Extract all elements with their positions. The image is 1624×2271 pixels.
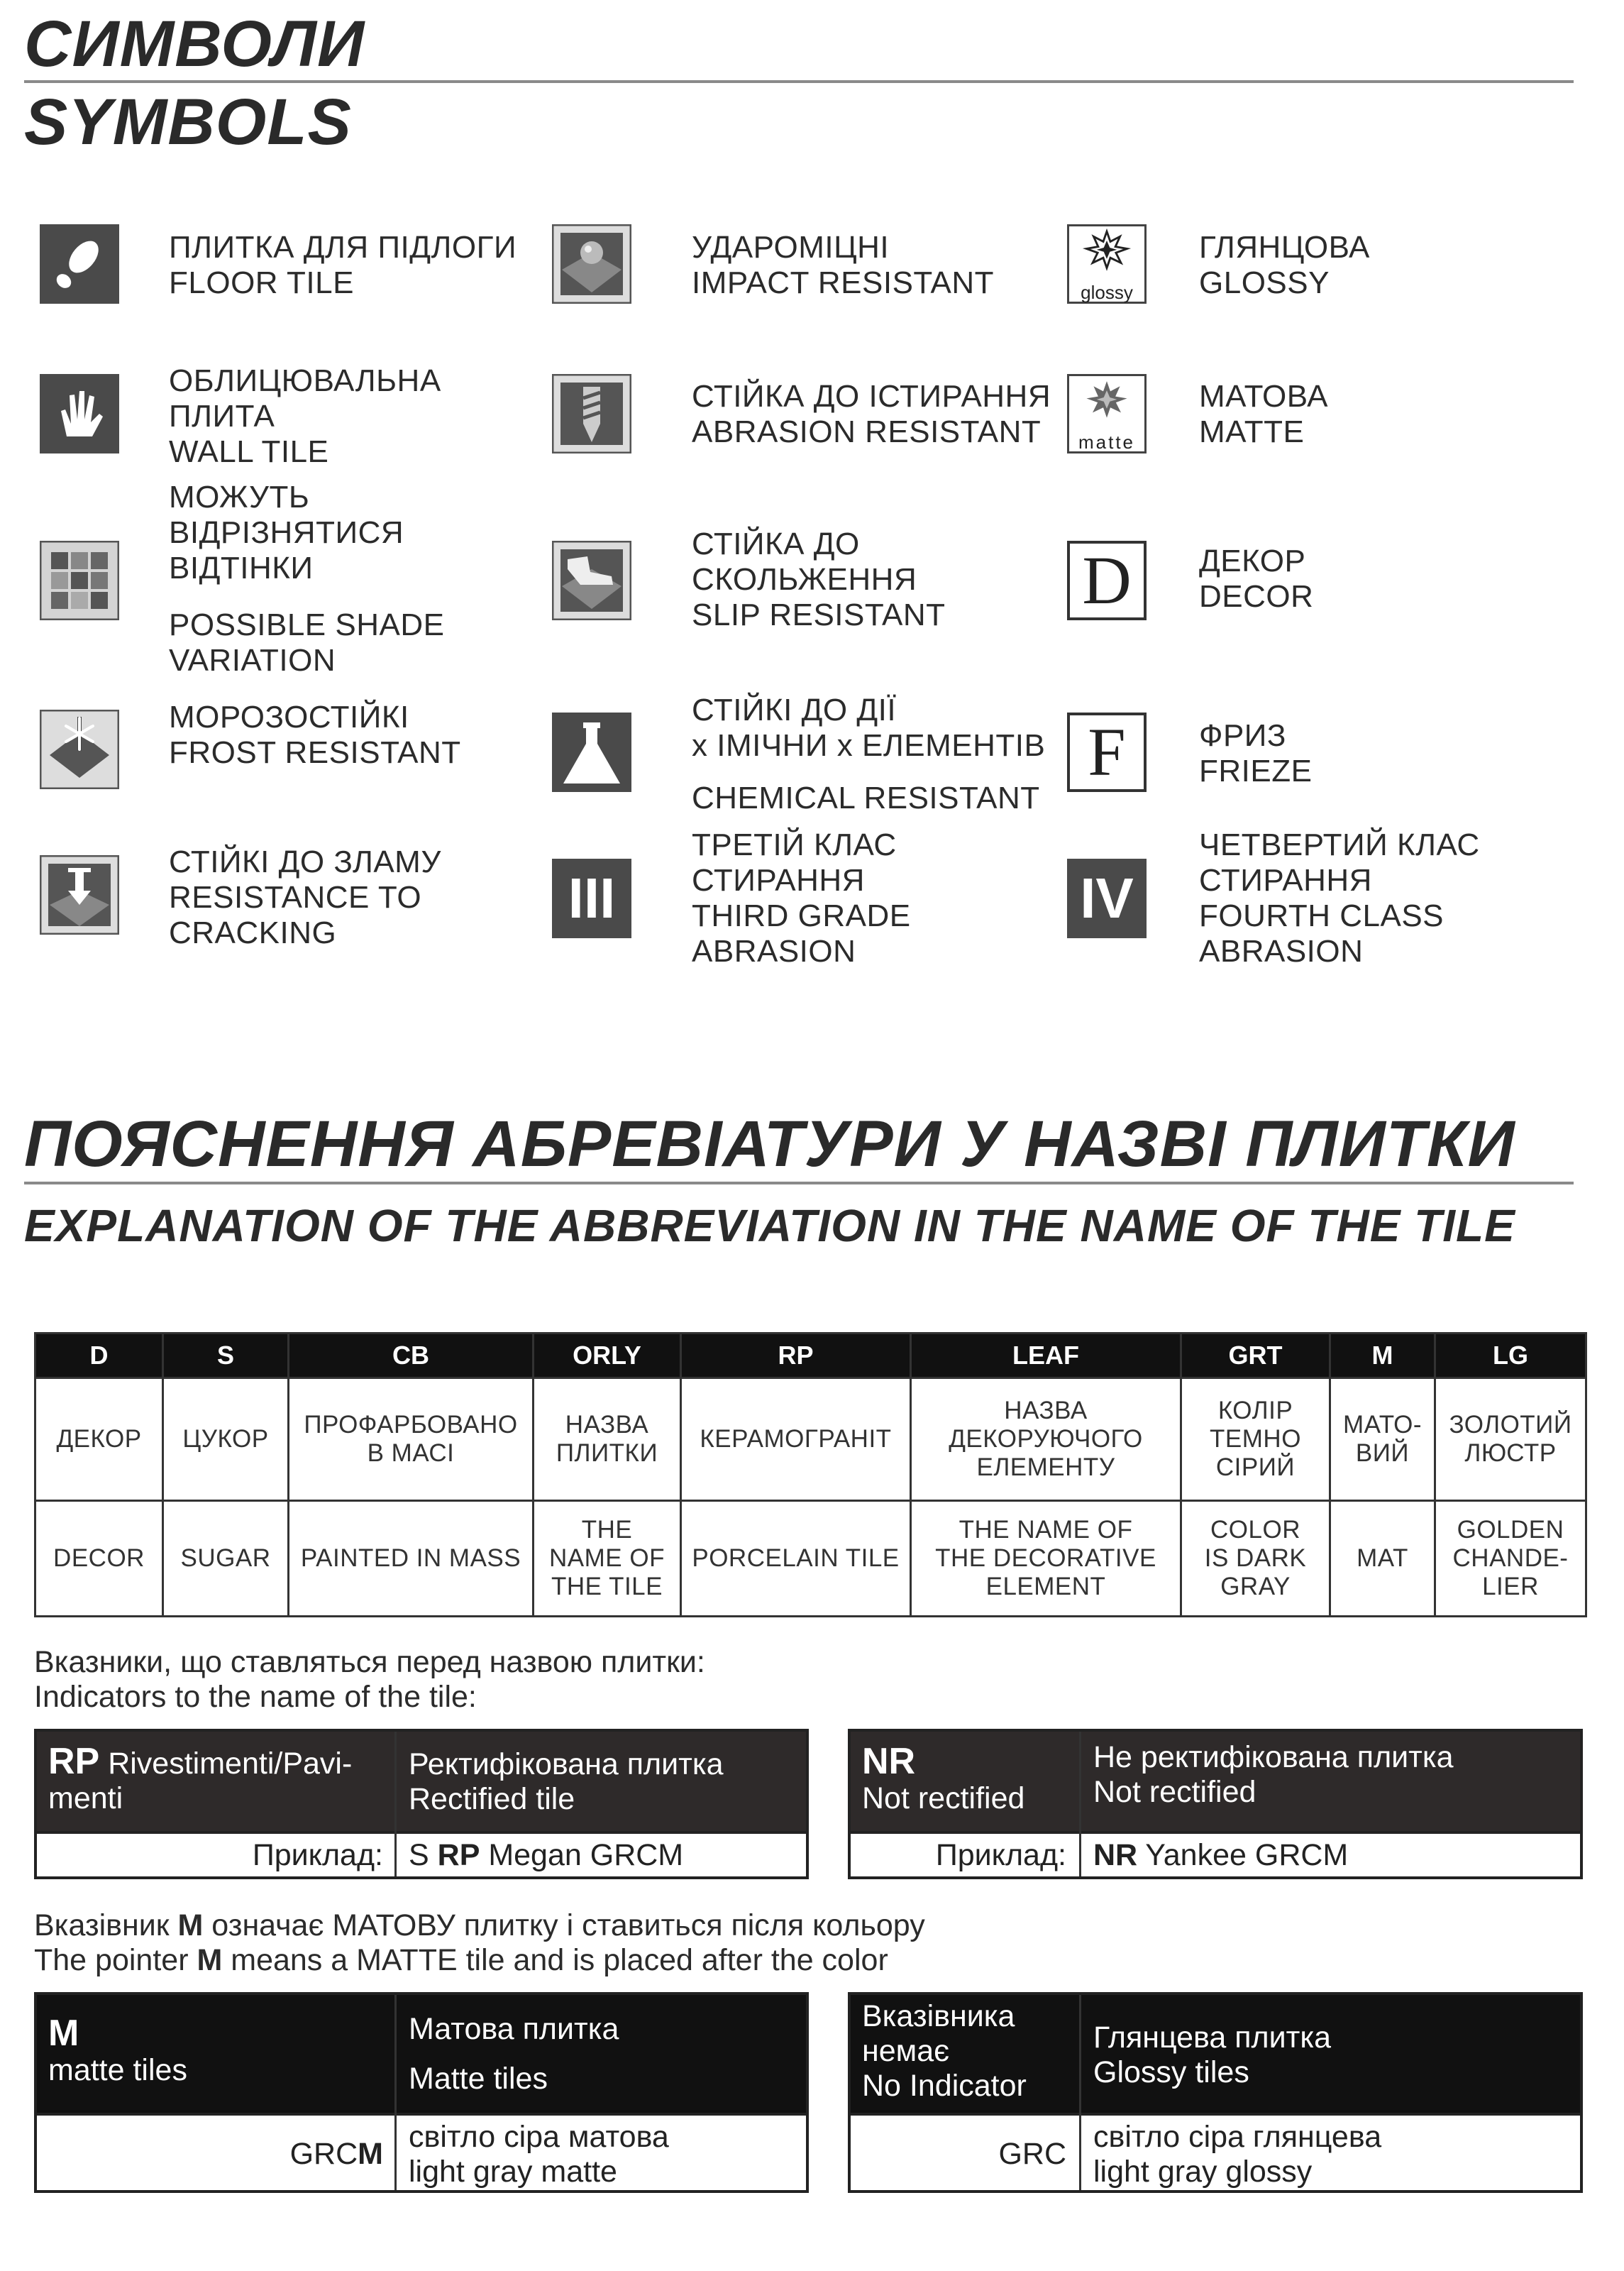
third-grade-abrasion-label: ТРЕТІЙ КЛАС СТИРАННЯ THIRD GRADE ABRASION <box>692 827 911 969</box>
matte-example-desc: світло сіра матова light gray matte <box>409 2120 669 2189</box>
pointer-line-ua <box>34 1908 925 1943</box>
nr-name: Not rectified <box>862 1781 1025 1815</box>
matte-example <box>290 2137 383 2172</box>
no-indicator-box <box>848 1992 1583 2193</box>
glossy-icon <box>1067 224 1147 304</box>
frost-resistant-icon <box>40 710 119 789</box>
matte-label: МАТОВА MATTE <box>1199 379 1328 449</box>
rp-name: Rivestimenti/Pavi- menti <box>48 1747 353 1815</box>
crack-resistant-icon <box>40 855 119 935</box>
table-header: RP <box>681 1334 911 1378</box>
nr-example <box>1093 1838 1348 1873</box>
table-cell-en: PAINTED IN MASS <box>289 1501 534 1617</box>
nr-indicator-name <box>862 1741 1025 1816</box>
divider <box>24 1182 1574 1184</box>
rp-indicator-name <box>48 1741 353 1816</box>
table-cell-en: MAT <box>1330 1501 1435 1617</box>
floor-tile-label: ПЛИТКА ДЛЯ ПІДЛОГИ FLOOR TILE <box>169 230 517 300</box>
no-indicator-example: GRC <box>998 2137 1066 2171</box>
fourth-class-abrasion-icon: IV <box>1067 859 1147 938</box>
matte-desc-ua: Матова плитка <box>409 2012 619 2046</box>
chemical-resistant-label-ua: СТІЙКІ ДО ДІЇ x ІМІЧНИ x ЕЛЕМЕНТІВ <box>692 693 1046 763</box>
third-grade-abrasion-icon: III <box>552 859 631 938</box>
table-cell-ua: НАЗВА ДЕКОРУЮЧОГО ЕЛЕМЕНТУ <box>911 1378 1181 1501</box>
matte-example-prefix: GRC <box>289 2137 358 2171</box>
decor-label: ДЕКОР DECOR <box>1199 544 1314 614</box>
abbr-title-ua: ПОЯСНЕННЯ АБРЕВІАТУРИ У НАЗВІ ПЛИТКИ <box>24 1108 1515 1180</box>
slip-resistant-icon <box>552 541 631 620</box>
table-cell-ua: КОЛІР ТЕМНО СІРИЙ <box>1181 1378 1330 1501</box>
abrasion-resistant-label: СТІЙКА ДО ІСТИРАННЯ ABRASION RESISTANT <box>692 379 1051 449</box>
table-header: LEAF <box>911 1334 1181 1378</box>
wall-tile-icon <box>40 374 119 453</box>
table-cell-ua: ЦУКОР <box>163 1378 289 1501</box>
shade-variation-icon <box>40 541 119 620</box>
frieze-label: ФРИЗ FRIEZE <box>1199 718 1313 788</box>
table-header: S <box>163 1334 289 1378</box>
matte-caption: matte <box>1078 431 1136 453</box>
abbr-title-en: EXPLANATION OF THE ABBREVIATION IN THE NAME OF THE TILE <box>24 1200 1515 1251</box>
table-cell-en: COLOR IS DARK GRAY <box>1181 1501 1330 1617</box>
table-cell-ua: ПРОФАРБОВАНО В МАСІ <box>289 1378 534 1501</box>
symbols-title-ua: СИМВОЛИ <box>24 8 365 80</box>
table-cell-ua: ЗОЛОТИЙ ЛЮСТР <box>1435 1378 1586 1501</box>
rp-description: Ректифікована плитка Rectified tile <box>409 1747 724 1816</box>
wall-tile-label: ОБЛИЦЮВАЛЬНА ПЛИТА WALL TILE <box>169 363 441 469</box>
table-cell-ua: КЕРАМОГРАНІТ <box>681 1378 911 1501</box>
glossy-label: ГЛЯНЦОВА GLOSSY <box>1199 230 1370 300</box>
nr-code: NR <box>862 1741 916 1782</box>
shade-variation-label-ua: МОЖУТЬ ВІДРІЗНЯТИСЯ ВІДТІНКИ <box>169 480 404 585</box>
pointer-ua-suffix: означає МАТОВУ плитку і ставиться після кольору <box>203 1908 925 1942</box>
table-cell-en: SUGAR <box>163 1501 289 1617</box>
divider <box>394 1995 397 2190</box>
table-cell-en: PORCELAIN TILE <box>681 1501 911 1617</box>
rp-example <box>409 1838 683 1873</box>
pointer-en-prefix: The pointer <box>34 1943 197 1977</box>
crack-resistant-label: СТІЙКІ ДО ЗЛАМУ RESISTANCE TO CRACKING <box>169 845 441 950</box>
fourth-class-abrasion-label: ЧЕТВЕРТИЙ КЛАС СТИРАННЯ FOURTH CLASS ABRASION <box>1199 827 1480 969</box>
divider <box>394 1732 397 1876</box>
indicators-intro-en: Indicators to the name of the tile: <box>34 1680 477 1714</box>
table-header: M <box>1330 1334 1435 1378</box>
no-indicator-name: Вказівника немає No Indicator <box>862 1999 1027 2103</box>
rp-indicator-box <box>34 1729 809 1879</box>
pointer-en-code: M <box>197 1943 223 1977</box>
table-cell-en: DECOR <box>35 1501 163 1617</box>
frost-resistant-label: МОРОЗОСТІЙКІ FROST RESISTANT <box>169 700 461 770</box>
nr-example-code: NR <box>1093 1838 1138 1872</box>
table-header: CB <box>289 1334 534 1378</box>
indicators-intro-ua: Вказники, що ставляться перед назвою плитки: <box>34 1645 705 1679</box>
rp-example-suffix: Megan GRCM <box>480 1838 684 1872</box>
divider <box>37 1831 806 1834</box>
abbreviation-table <box>34 1332 1587 1617</box>
rp-example-code: RP <box>437 1838 480 1872</box>
divider <box>1079 1732 1081 1876</box>
matte-icon <box>1067 374 1147 453</box>
nr-example-label: Приклад: <box>935 1838 1066 1872</box>
matte-desc-en: Matte tiles <box>409 2062 548 2096</box>
matte-indicator-name <box>48 2013 187 2088</box>
rp-example-prefix: S <box>409 1838 438 1872</box>
nr-indicator-box <box>848 1729 1583 1879</box>
pointer-ua-code: M <box>177 1908 204 1942</box>
decor-icon: D <box>1067 541 1147 620</box>
symbols-title-en: SYMBOLS <box>24 86 352 158</box>
glossy-caption: glossy <box>1081 282 1133 303</box>
table-cell-ua: МАТО- ВИЙ <box>1330 1378 1435 1501</box>
floor-tile-icon <box>40 224 119 304</box>
pointer-en-suffix: means a MATTE tile and is placed after the color <box>222 1943 888 1977</box>
matte-example-code: M <box>358 2137 383 2171</box>
chemical-resistant-label-en: CHEMICAL RESISTANT <box>692 781 1040 815</box>
divider <box>851 1831 1580 1834</box>
table-cell-en: GOLDEN CHANDE- LIER <box>1435 1501 1586 1617</box>
divider <box>37 2113 806 2116</box>
table-header: GRT <box>1181 1334 1330 1378</box>
no-indicator-example-desc: світло сіра глянцева light gray glossy <box>1093 2120 1382 2189</box>
table-header: ORLY <box>534 1334 681 1378</box>
table-cell-ua: ДЕКОР <box>35 1378 163 1501</box>
nr-description: Не ректифікована плитка Not rectified <box>1093 1740 1454 1809</box>
chemical-resistant-icon <box>552 713 631 792</box>
table-header: D <box>35 1334 163 1378</box>
divider <box>24 80 1574 83</box>
impact-resistant-label: УДАРОМІЦНІ IMPACT RESISTANT <box>692 230 995 300</box>
shade-variation-label-en: POSSIBLE SHADE VARIATION <box>169 607 445 678</box>
table-cell-ua: НАЗВА ПЛИТКИ <box>534 1378 681 1501</box>
impact-resistant-icon <box>552 224 631 304</box>
table-cell-en: THE NAME OF THE TILE <box>534 1501 681 1617</box>
abrasion-resistant-icon <box>552 374 631 453</box>
rp-example-label: Приклад: <box>252 1838 383 1872</box>
rp-code: RP <box>48 1741 100 1782</box>
nr-example-suffix: Yankee GRCM <box>1137 1838 1349 1872</box>
divider <box>851 2113 1580 2116</box>
matte-code: M <box>48 2013 79 2054</box>
divider <box>1079 1995 1081 2190</box>
table-cell-en: THE NAME OF THE DECORATIVE ELEMENT <box>911 1501 1181 1617</box>
matte-indicator-box <box>34 1992 809 2193</box>
no-indicator-desc: Глянцева плитка Glossy tiles <box>1093 2020 1332 2089</box>
slip-resistant-label: СТІЙКА ДО СКОЛЬЖЕННЯ SLIP RESISTANT <box>692 527 946 632</box>
table-header: LG <box>1435 1334 1586 1378</box>
matte-name: matte tiles <box>48 2053 187 2087</box>
frieze-icon: F <box>1067 713 1147 792</box>
pointer-line-en <box>34 1943 888 1978</box>
pointer-ua-prefix: Вказівник <box>34 1908 178 1942</box>
